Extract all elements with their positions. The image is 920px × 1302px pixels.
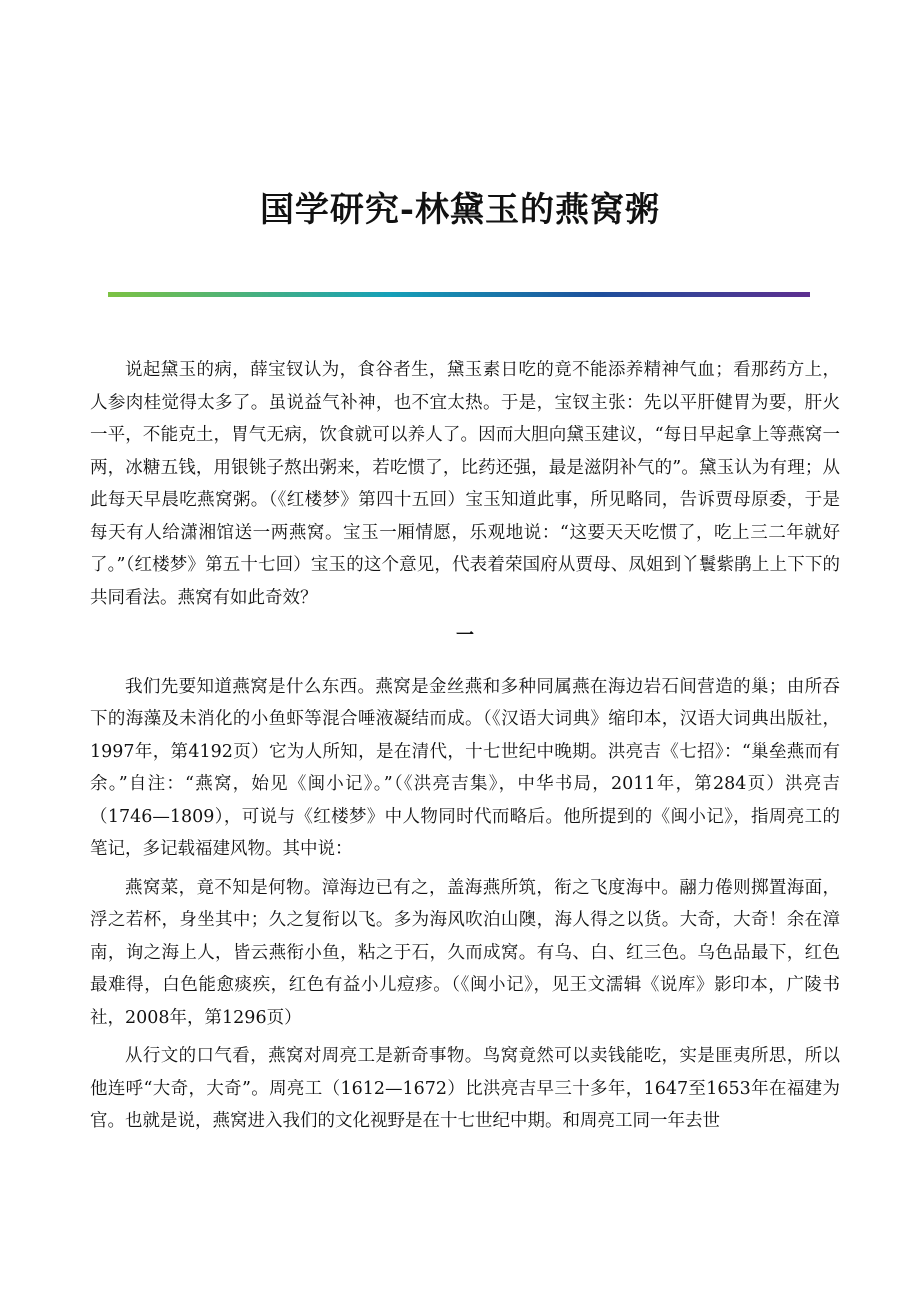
section-number: 一 [456,625,474,646]
quoted-paragraph: 燕窝菜，竟不知是何物。漳海边已有之，盖海燕所筑，衔之飞度海中。翮力倦则掷置海面，浮之若杯，身坐其中；久之复衔以飞。多为海风吹泊山隩，海人得之以货。大奇，大奇！余在漳南，询之海上人，皆云燕衔小鱼，粘之于石，久而成窝。有乌、白、红三色。乌色品最下，红色最难得，白色能愈痰疾，红色有益小儿痘疹。（《闽小记》，见王文濡辑《说库》影印本，广陵书社，2008年，第1296页） [90,877,840,1028]
document-title: 国学研究-林黛玉的燕窝粥 [259,190,661,230]
title-divider [108,292,810,297]
article-body [90,354,840,1144]
paragraph: 从行文的口气看，燕窝对周亮工是新奇事物。鸟窝竟然可以卖钱能吃，实是匪夷所思，所以他连呼“大奇，大奇”。周亮工（1612—1672）比洪亮吉早三十多年，1647至1653年在福建为官。也就是说，燕窝进入我们的文化视野是在十七世纪中期。和周亮工同一年去世 [90,1046,840,1131]
paragraph: 我们先要知道燕窝是什么东西。燕窝是金丝燕和多种同属燕在海边岩石间营造的巢；由所吞下的海藻及未消化的小鱼虾等混合唾液凝结而成。（《汉语大词典》缩印本，汉语大词典出版社，1997年，第4192页）它为人所知，是在清代，十七世纪中晚期。洪亮吉《七招》：“巢垒燕而有余。”自注：“燕窝，始见《闽小记》。”（《洪亮吉集》，中华书局，2011年，第284页）洪亮吉（1746—1809），可说与《红楼梦》中人物同时代而略后。他所提到的《闽小记》，指周亮工的笔记，多记载福建风物。其中说： [90,676,840,859]
paragraph: 说起黛玉的病，薛宝钗认为，食谷者生，黛玉素日吃的竟不能添养精神气血；看那药方上，人参肉桂觉得太多了。虽说益气补神，也不宜太热。于是，宝钗主张：先以平肝健胃为要，肝火一平，不能克土，胃气无病，饮食就可以养人了。因而大胆向黛玉建议，“每日早起拿上等燕窝一两，冰糖五钱，用银铫子熬出粥来，若吃惯了，比药还强，最是滋阴补气的”。黛玉认为有理；从此每天早晨吃燕窝粥。（《红楼梦》第四十五回）宝玉知道此事，所见略同，告诉贾母原委，于是每天有人给潇湘馆送一两燕窝。宝玉一厢情愿，乐观地说：“这要天天吃惯了，吃上三二年就好了。”（红楼梦》第五十七回）宝玉的这个意见，代表着荣国府从贾母、凤姐到丫鬟紫鹃上上下下的共同看法。燕窝有如此奇效？ [90,360,840,608]
